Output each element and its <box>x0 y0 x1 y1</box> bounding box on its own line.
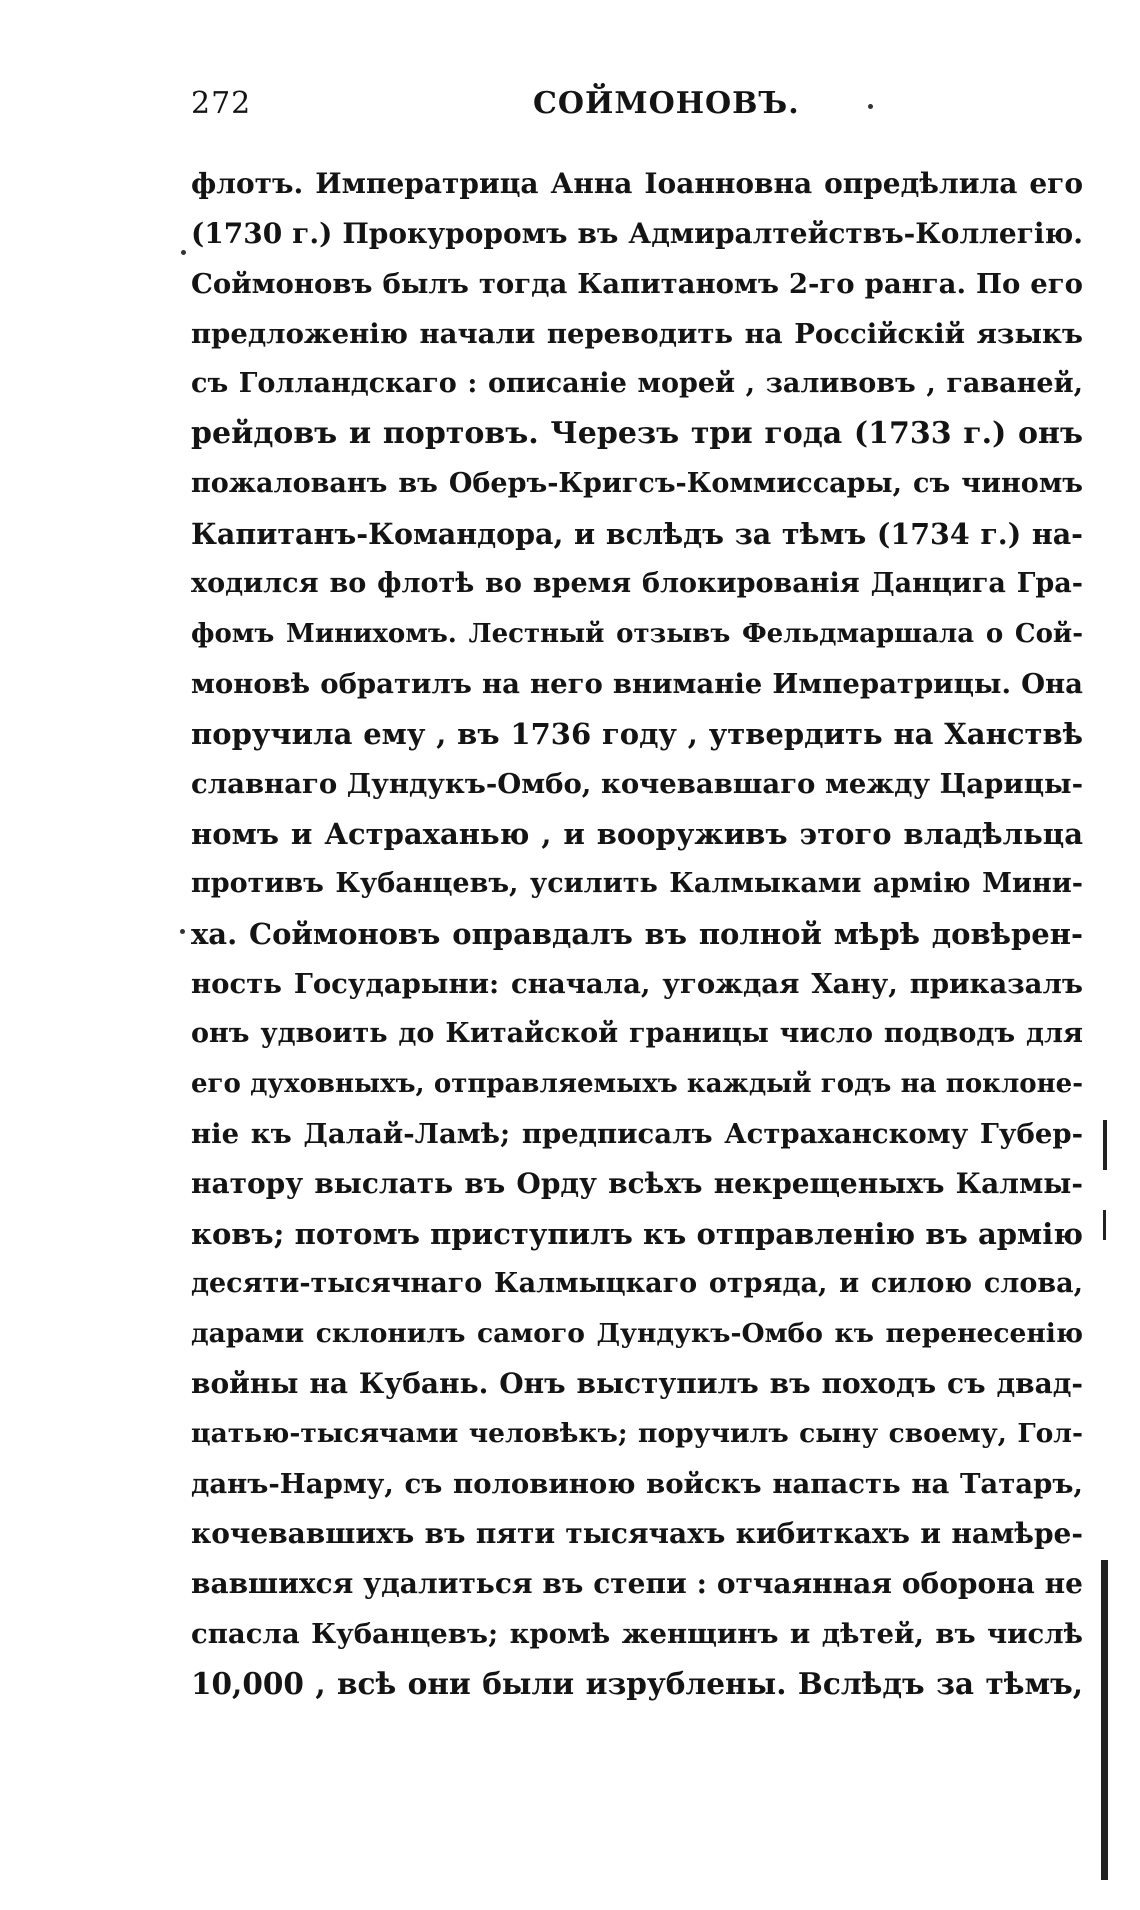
text-line: Капитанъ-Командора, и вслѣдъ за тѣмъ (1734 г.) на- <box>191 517 1083 551</box>
page-number: 272 <box>191 86 252 121</box>
text-line: номъ и Астраханью , и вооруживъ этого владѣльца <box>191 817 1083 851</box>
text-line: ковъ; потомъ приступилъ къ отправленію въ армію <box>191 1217 1083 1251</box>
text-line: вавшихся удалиться въ степи : отчаянная оборона не <box>191 1567 1083 1600</box>
text-line: ходился во флотѣ во время блокированія Данцига Гра- <box>191 568 1083 599</box>
text-line: войны на Кубань. Онъ выступилъ въ походъ съ двад- <box>191 1367 1083 1400</box>
text-line: дарами склонилъ самого Дундукъ-Омбо къ перенесенію <box>191 1318 1083 1349</box>
text-line: противъ Кубанцевъ, усилить Калмыками армію Мини- <box>191 868 1083 899</box>
running-head: СОЙМОНОВЪ. <box>533 86 800 121</box>
text-line: данъ-Нарму, съ половиною войскъ напасть на Татаръ, <box>191 1468 1083 1500</box>
text-line: ность Государыни: сначала, угождая Хану, приказалъ <box>191 968 1083 1000</box>
text-line: поручила ему , въ 1736 году , утвердить на Ханствѣ <box>191 717 1083 751</box>
text-line: спасла Кубанцевъ; кромѣ женщинъ и дѣтей, въ числѣ <box>191 1618 1083 1650</box>
text-line: онъ удвоить до Китайской границы число подводъ для <box>191 1018 1083 1049</box>
text-line: рейдовъ и портовъ. Черезъ три года (1733 г.) онъ <box>191 416 1083 451</box>
stray-ink-dot <box>180 929 185 934</box>
text-line: славнаго Дундукъ-Омбо, кочевавшаго между Царицы- <box>191 768 1083 800</box>
text-line: его духовныхъ, отправляемыхъ каждый годъ на поклоне- <box>191 1069 1083 1099</box>
text-line: ніе къ Далай-Ламѣ; предписалъ Астраханскому Губер- <box>191 1118 1083 1150</box>
text-line: флотъ. Императрица Анна Іоанновна опредѣлила его <box>191 167 1083 200</box>
binding-edge-mark <box>1103 1120 1107 1170</box>
stray-ink-dot <box>868 104 873 109</box>
text-line: десяти-тысячнаго Калмыцкаго отряда, и силою слова, <box>191 1268 1083 1299</box>
text-line: (1730 г.) Прокуроромъ въ Адмиралтействъ-Коллегію. <box>191 217 1083 250</box>
text-line: натору выслать въ Орду всѣхъ некрещеныхъ Калмы- <box>191 1167 1083 1200</box>
text-line: пожалованъ въ Оберъ-Кригсъ-Коммиссары, съ чиномъ <box>191 468 1083 499</box>
text-line: моновѣ обратилъ на него вниманіе Императрицы. Она <box>191 668 1083 700</box>
text-line: фомъ Минихомъ. Лестный отзывъ Фельдмаршала о Сой- <box>191 619 1083 649</box>
binding-edge-mark <box>1103 1210 1106 1240</box>
text-line: съ Голландскаго : описаніе морей , заливовъ , гаваней, <box>191 368 1083 399</box>
body-text <box>191 159 1083 1709</box>
text-line: кочевавшихъ въ пяти тысячахъ кибиткахъ и намѣре- <box>191 1517 1083 1550</box>
page-header <box>191 86 1091 130</box>
text-line: цатью-тысячами человѣкъ; поручилъ сыну своему, Гол- <box>191 1418 1083 1449</box>
text-line: 10,000 , всѣ они были изрублены. Вслѣдъ за тѣмъ, <box>191 1666 1083 1701</box>
text-line: предложенію начали переводить на Россійскій языкъ <box>191 318 1083 350</box>
text-line: ха. Соймоновъ оправдалъ въ полной мѣрѣ довѣрен- <box>191 917 1083 951</box>
text-line: Соймоновъ былъ тогда Капитаномъ 2-го ранга. По его <box>191 268 1083 300</box>
stray-ink-dot <box>181 250 186 255</box>
binding-edge-mark <box>1101 1560 1108 1880</box>
